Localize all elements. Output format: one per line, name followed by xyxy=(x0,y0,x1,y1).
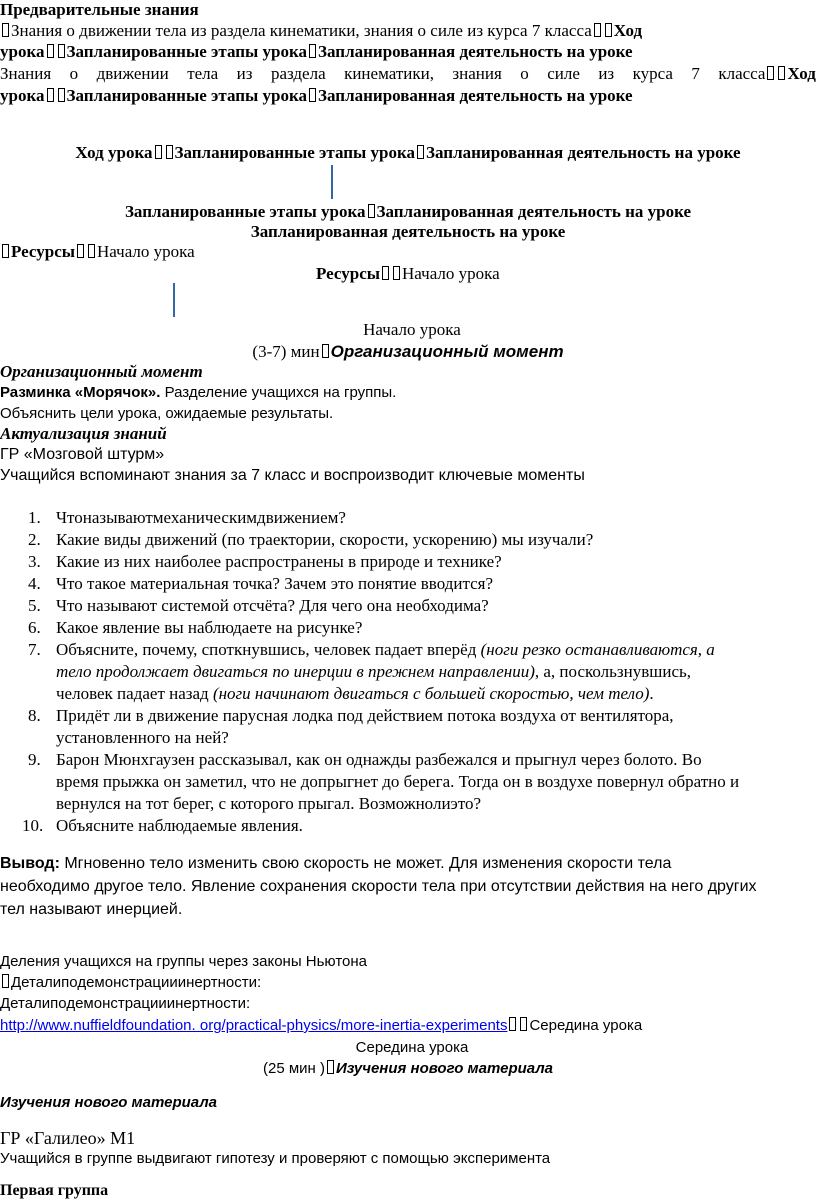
warmup-text: Разделение учащихся на группы. xyxy=(160,384,397,401)
missing-glyph-icon xyxy=(520,1017,527,1031)
list-number: 2. xyxy=(28,530,41,549)
questions-list xyxy=(0,507,816,837)
list-item xyxy=(0,551,816,573)
list-number: 1. xyxy=(28,508,41,527)
conclusion-line-2: необходимо другое тело. Явление сохранения скорости тела при отсутствии действия на него других xyxy=(0,878,757,895)
list-number: 10. xyxy=(22,816,44,835)
list-text: Какие из них наиболее распространены в природе и технике? xyxy=(56,552,502,571)
list-number: 6. xyxy=(28,618,41,637)
groups-line-1: Деления учащихся на группы через законы Ньютона xyxy=(0,953,368,970)
word: о xyxy=(69,64,79,83)
q7-text: Объясните, почему, споткнувшись, человек падает вперёд xyxy=(56,640,481,659)
vertical-divider xyxy=(173,283,175,317)
missing-glyph-icon xyxy=(605,23,612,37)
groups-link-line xyxy=(0,1016,816,1036)
prior-line4-b: Запланированные этапы урока xyxy=(66,86,308,105)
middle-time: (25 мин ) xyxy=(262,1060,325,1077)
prior-knowledge-heading: Предварительные знания xyxy=(0,0,199,19)
lesson-flow-line-3: Запланированная деятельность на уроке xyxy=(250,222,566,241)
list-item xyxy=(0,573,816,595)
prior-line1-text: Знания о движении тела из раздела кинематики, знания о силе из курса 7 класса xyxy=(11,21,592,40)
missing-glyph-icon xyxy=(2,23,9,37)
q7-line-3 xyxy=(56,683,816,705)
list-number: 5. xyxy=(28,596,41,615)
prior-knowledge-line-1 xyxy=(0,21,816,41)
list-number: 4. xyxy=(28,574,41,593)
lesson-flow-b: Запланированные этапы урока xyxy=(174,143,416,162)
missing-glyph-icon xyxy=(155,145,162,159)
missing-glyph-icon xyxy=(382,266,389,280)
inertia-experiments-link[interactable]: http://www.nuffieldfoundation. org/practical-physics/more-inertia-experiments xyxy=(0,1017,508,1034)
groups-line-3: Деталиподемонстрацииинертности: xyxy=(0,995,251,1012)
prior-line4-c: Запланированная деятельность на уроке xyxy=(318,86,633,105)
missing-glyph-icon xyxy=(322,344,329,358)
groups-line-2 xyxy=(0,973,816,993)
word: силе xyxy=(547,64,580,83)
missing-glyph-icon xyxy=(767,66,774,80)
missing-glyph-icon xyxy=(2,244,9,258)
missing-glyph-icon xyxy=(417,145,424,159)
word: кинематики, xyxy=(344,64,434,83)
word: класса xyxy=(718,64,766,83)
missing-glyph-icon xyxy=(166,145,173,159)
warmup-label: Разминка «Морячок». xyxy=(0,384,161,401)
q9-line-3: вернулся на тот берег, с которого прыгал. Возможнолиэто? xyxy=(56,794,482,813)
list-item xyxy=(0,639,816,705)
list-item xyxy=(0,507,816,529)
resources-label-2: Ресурсы xyxy=(316,264,381,283)
q7-italic: (ноги начинают двигаться с большей скоростью, чем тело) xyxy=(212,684,650,703)
list-text: Чтоназываютмеханическимдвижением? xyxy=(56,508,346,527)
vertical-divider xyxy=(331,165,333,199)
missing-glyph-icon xyxy=(393,266,400,280)
lesson-flow-line-1 xyxy=(0,143,816,163)
actualization-method: ГР «Мозговой штурм» xyxy=(0,446,165,463)
resources-line-1 xyxy=(0,242,816,262)
middle-heading: Изучения нового материала xyxy=(0,1094,218,1111)
missing-glyph-icon xyxy=(594,23,601,37)
prior-line4-a: урока xyxy=(0,86,45,105)
prior-line2-a: урока xyxy=(0,42,45,61)
q8-line-2: установленного на ней? xyxy=(56,728,229,747)
list-item xyxy=(0,595,816,617)
q7-line-2 xyxy=(56,661,816,683)
actualization-heading: Актуализация знаний xyxy=(0,424,167,443)
prior-knowledge-line-2 xyxy=(0,42,816,62)
word: о xyxy=(520,64,529,83)
word: тела xyxy=(187,64,219,83)
word: раздела xyxy=(270,64,326,83)
word: знания xyxy=(452,64,502,83)
middle-stage: Изучения нового материала xyxy=(335,1060,553,1077)
q7-text: человек падает назад xyxy=(56,684,213,703)
list-item xyxy=(0,617,816,639)
list-item xyxy=(0,529,816,551)
word: из xyxy=(236,64,253,83)
prior-knowledge-line-4 xyxy=(0,86,816,106)
missing-glyph-icon xyxy=(58,88,65,102)
conclusion-line-1 xyxy=(0,853,816,875)
prior-line1-tail: Ход xyxy=(613,21,643,40)
prior-knowledge-line-3 xyxy=(0,64,816,84)
lesson-start-time-line xyxy=(0,342,816,362)
missing-glyph-icon xyxy=(309,44,316,58)
missing-glyph-icon xyxy=(368,204,375,218)
list-item xyxy=(0,815,816,837)
prior-line2-b: Запланированные этапы урока xyxy=(66,42,308,61)
lesson-flow-a: Ход урока xyxy=(75,143,153,162)
word: курса xyxy=(632,64,673,83)
q9-line-2: время прыжка он заметил, что не допрыгнет до берега. Тогда он в воздухе повернул обратно и xyxy=(56,772,740,791)
actualization-intro: Учащийся вспоминают знания за 7 класс и воспроизводит ключевые моменты xyxy=(0,467,585,484)
missing-glyph-icon xyxy=(327,1060,334,1074)
list-text: Что такое материальная точка? Зачем это понятие вводится? xyxy=(56,574,494,593)
q8-line-1: Придёт ли в движение парусная лодка под действием потока воздуха от вентилятора, xyxy=(56,706,674,725)
link-tail-text: Середина урока xyxy=(529,1017,643,1034)
list-text: Объясните наблюдаемые явления. xyxy=(56,816,303,835)
lesson-flow-line-2 xyxy=(0,202,816,222)
lesson-start-stage: Организационный момент xyxy=(330,342,564,361)
missing-glyph-icon xyxy=(88,244,95,258)
middle-method: ГР «Галилео» М1 xyxy=(0,1128,136,1148)
list-number: 8. xyxy=(28,706,41,725)
resources-start-2: Начало урока xyxy=(402,264,500,283)
q7-line-1 xyxy=(56,639,816,661)
resources-line-2 xyxy=(316,264,816,284)
list-number: 9. xyxy=(28,750,41,769)
middle-title: Середина урока xyxy=(355,1039,469,1056)
word: из xyxy=(598,64,615,83)
list-text: Какие виды движений (по траектории, скорости, ускорению) мы изучали? xyxy=(56,530,594,549)
word: 7 xyxy=(691,64,700,83)
missing-glyph-icon xyxy=(778,66,785,80)
middle-task: Учащийся в группе выдвигают гипотезу и проверяют с помощью эксперимента xyxy=(0,1150,551,1167)
word: Знания xyxy=(0,64,52,83)
middle-time-line xyxy=(0,1058,816,1079)
missing-glyph-icon xyxy=(47,44,54,58)
org-goals: Объяснить цели урока, ожидаемые результаты. xyxy=(0,405,334,422)
conclusion-line-3: тел называют инерцией. xyxy=(0,901,183,918)
missing-glyph-icon xyxy=(309,88,316,102)
missing-glyph-icon xyxy=(2,974,9,988)
word-group xyxy=(718,64,816,84)
list-text: Какое явление вы наблюдаете на рисунке? xyxy=(56,618,363,637)
conclusion-label: Вывод: xyxy=(0,855,60,872)
lesson-flow-line2-b: Запланированная деятельность на уроке xyxy=(376,202,692,221)
word: движении xyxy=(96,64,169,83)
resources-start: Начало урока xyxy=(97,242,195,261)
lesson-start-title: Начало урока xyxy=(363,320,461,339)
list-item xyxy=(0,749,816,815)
resources-label: Ресурсы xyxy=(11,242,76,261)
q7-text: . xyxy=(649,684,654,703)
q7-text: , а, поскользнувшись, xyxy=(534,662,691,681)
missing-glyph-icon xyxy=(58,44,65,58)
list-text: Что называют системой отсчёта? Для чего она необходима? xyxy=(56,596,489,615)
q9-line-1: Барон Мюнхгаузен рассказывал, как он однажды разбежался и прыгнул через болото. Во xyxy=(56,750,702,769)
lesson-start-time: (3-7) мин xyxy=(252,342,320,361)
list-item xyxy=(0,705,816,749)
q7-italic: тело продолжает двигаться по инерции в прежнем направлении) xyxy=(56,662,535,681)
prior-line2-c: Запланированная деятельность на уроке xyxy=(318,42,633,61)
groups-line-2-text: Деталиподемонстрацииинертности: xyxy=(11,974,262,991)
list-number: 7. xyxy=(28,640,41,659)
missing-glyph-icon xyxy=(77,244,84,258)
lesson-flow-line2-a: Запланированные этапы урока xyxy=(124,202,366,221)
missing-glyph-icon xyxy=(509,1017,516,1031)
list-number: 3. xyxy=(28,552,41,571)
lesson-flow-c: Запланированная деятельность на уроке xyxy=(426,143,741,162)
word: Ход xyxy=(787,64,816,83)
conclusion-text: Мгновенно тело изменить свою скорость не может. Для изменения скорости тела xyxy=(59,855,672,872)
first-group-heading: Первая группа xyxy=(0,1182,109,1199)
org-moment-heading: Организационный момент xyxy=(0,362,203,381)
missing-glyph-icon xyxy=(47,88,54,102)
q7-italic: (ноги резко останавливаются, а xyxy=(480,640,715,659)
org-warmup-line xyxy=(0,383,816,403)
